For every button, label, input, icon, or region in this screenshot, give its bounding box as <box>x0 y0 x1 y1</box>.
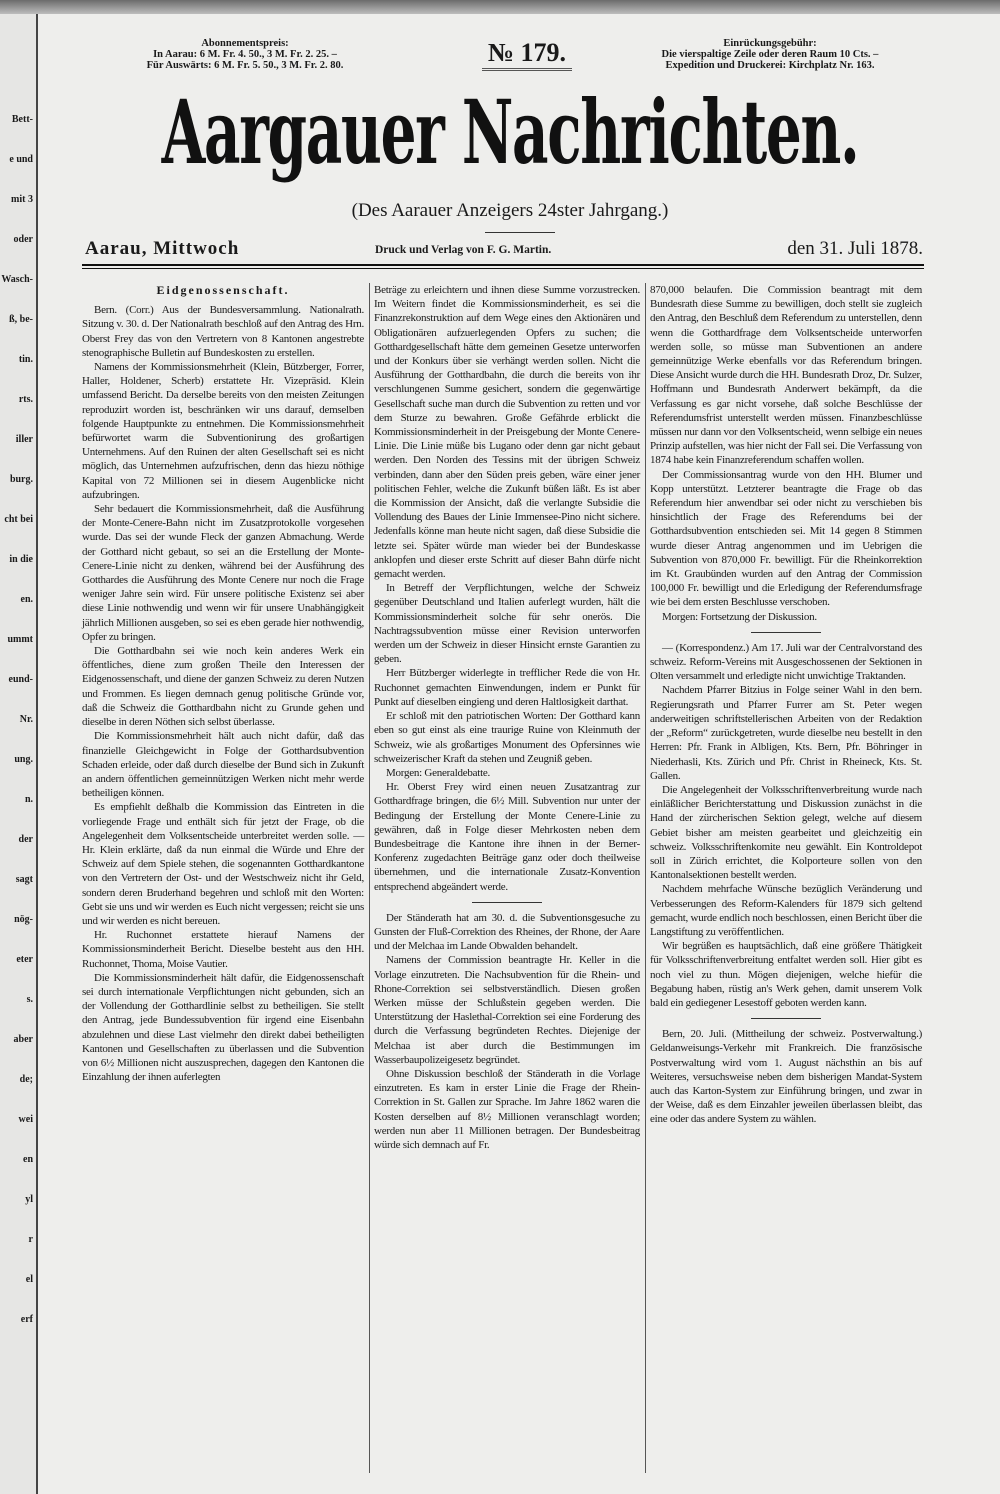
fragment-text: sagt <box>15 874 33 885</box>
fragment-text: oder <box>13 234 33 245</box>
fragment-text: eter <box>16 954 33 965</box>
divider <box>485 232 555 233</box>
column-divider <box>645 283 646 1473</box>
article-paragraph: Der Commissionsantrag wurde von den HH. Blumer und Kopp unterstützt. Letzterer beantragte die Frage ob das Referendum hier anwendbar sei oder nicht zu verschieben bis hinsichtlich der Frage des Referendums bei der Gotthardsubvention entschieden sei. Mit 14 gegen 8 Stimmen wurde dieser Antrag angenommen und im Uebrigen die Subvention von 870,000 Fr. bewilligt. Für die Rheinkorrektion im Kt. Graubünden wurden auf den Antrag der Commission 100,000 Fr. bewilligt und die Erledigung der Referendumsfrage wie bei dem ersten Beschlusse verschoben. <box>650 468 922 609</box>
article-paragraph: Nachdem mehrfache Wünsche bezüglich Veränderung und Verbesserungen des Reform-Kalenders für 1879 sich geltend gemacht, wurde endlich noch beschlossen, einen Bericht über die Langstiftung zu veröffentlichen. <box>650 883 922 938</box>
scan-edge <box>0 0 1000 14</box>
article-paragraph: Beträge zu erleichtern und ihnen diese Summe vorzustrecken. Im Weitern findet die Kommissionsminderheit, es sei die Finanzrekonstruktion auf dem Wege eines den Aktionären und Obligationären aufzuerlegenden Opfers zu suchen; die Gotthardgesellschaft hätte dem gemeinen Gesetze unterworfen und der Konkurs über sie verhängt werden sollen. Nicht die Ausführung der Gotthardbahn, die durch die bereits von ihr verschlungenen Summe gesichert, sondern die gegenwärtige Gesellschaft suche man durch die Subvention zu retten und vor dem Sturze zu bewahren. Große Gefährde erblickt die Kommissionsminderheit in der Preisgebung der Monte Cenere-Linie. Die Linie müße bis Lugano oder denn gar nicht gebaut werden. Den Norden des Tessins mit der übrigen Schweiz verbinden, dann aber den Süden preis geben, wäre einer jener politischen Fehler, welche die Zukunft büßen läßt. Es ist aber die Kommission der Ansicht, daß die verlangte Subsidie die Vollendung des Baues der Linie Immensee-Pino nicht sichere. Jedenfalls könne man heute nicht sagen, daß diese Subsidie die letzte sei. Später würde man wieder bei der Bundeskasse anklopfen und dieser erste Schritt auf dieser Bahn dürfe nicht gemacht werden. <box>374 284 640 581</box>
section-divider <box>751 632 821 633</box>
fee-line: Expedition und Druckerei: Kirchplatz Nr. 163. <box>665 60 875 71</box>
subtitle: (Des Aarauer Anzeigers 24ster Jahrgang.) <box>351 200 669 221</box>
subscription-line: In Aarau: 6 M. Fr. 4. 50., 3 M. Fr. 2. 25. – <box>153 49 337 60</box>
article-paragraph: Namens der Kommissionsmehrheit (Klein, Bützberger, Forrer, Haller, Holdener, Scherb) erstattete Hr. Vizepräsid. Klein umfassend Bericht. Da derselbe bereits von den meisten Zeitungen reproduzirt worden ist, beschränken wir uns darauf, demselben folgende Hauptpunkte zu entnehmen. Die Kommissionsmehrheit befürwortet warm die Subventionirung des großartigen Unternehmens. Auf den Ruinen der alten Gesellschaft sei es nicht möglich, das Unternehmen aufzufrischen, denn das hiezu nöthige Kapital von 72 Millionen sei in diesem Augenblicke nicht aufzubringen. <box>82 361 364 501</box>
article-paragraph: 870,000 belaufen. Die Commission beantragt mit dem Bundesrath diese Summe zu bewilligen, doch stellt sie zugleich den Antrag, den Beschluß dem Referendum zu unterstellen, denn wenn die Gotthardfrage dem Volksentscheide unterworfen werden solle, so müsse man Subventionen an andere gemeinnützige Werke ebenfalls vor das Referendum bringen. Diese Ansicht wurde durch die HH. Bundesrath Droz, Dr. Sulzer, Hoffmann und Bundesrath Anderwert bekämpft, da die Verfassung es gar nicht vorsehe, daß solche Beschlüsse der Referendumsfrist unterstellt werden müssen. Finanzbeschlüsse müssen nur dann vor den Volksentscheid, wenn selbige ein neues Prinzip aufstellen, was hier nicht der Fall sei. Die Verfassung von 1874 habe kein Finanzreferendum schaffen wollen. <box>650 284 922 467</box>
fragment-text: Bett- <box>11 114 33 125</box>
fragment-text: tin. <box>18 354 33 365</box>
publisher: Druck und Verlag von F. G. Martin. <box>375 244 552 256</box>
newspaper-title <box>100 80 920 190</box>
title-text: Aargauer Nachrichten. <box>161 80 859 184</box>
article-paragraph: Morgen: Generaldebatte. <box>386 766 491 779</box>
article-paragraph: Hr. Oberst Frey wird einen neuen Zusatzantrag zur Gotthardfrage bringen, die 6½ Mill. Subvention nur unter der Bedingung der Erstellung der Monte Cenere-Linie zu gewähren, daß in Folge dieser Mehrkosten neben dem Bundesbeitrage die Kantone ihre ihnen in der Berner-Konferenz zugedachten Beiträge ganz oder doch theilweise übernehmen, und die internationale Zusatz-Konvention entsprechend abgeändert werde. <box>374 781 640 893</box>
article-paragraph: Sehr bedauert die Kommissionsmehrheit, daß die Ausführung der Monte-Cenere-Bahn nicht im Zusatzprotokolle vorgesehen wurde. Das sei der wunde Fleck der ganzen Abmachung. Werde der Gotthard nicht gebaut, so sei an die Erstellung der Monte-Cenere-Linie nicht zu denken, während bei der Ausführung des Gotthardes die Ausführung des Monte Cenere nur noch die Frage weniger Jahre sein wird. Für unsere politische Existenz sei aber diese Linie nothwendig und wenn wir für unsere Unabhängigkeit jährlich Millionen ausgeben, so sei es eben gerade hier nothwendig, Opfer zu bringen. <box>82 503 364 643</box>
fragment-text: erf <box>20 1314 33 1325</box>
article-paragraph: Morgen: Fortsetzung der Diskussion. <box>662 610 817 623</box>
article-column-2 <box>374 283 640 1152</box>
article-paragraph: Bern, 20. Juli. (Mittheilung der schweiz. Postverwaltung.) Geldanweisungs-Verkehr mit Frankreich. Die französische Postverwaltung wird vom 1. August nächsthin an bis auf Weiteres, versuchsweise neben dem bisherigen Mandat-System auch das Karton-System zur Einführung bringen, und zwar in der Weise, daß es dem Einzahler jeweilen überlassen bleibt, das eine oder das andere System zu wählen. <box>650 1028 922 1126</box>
article-column-1 <box>82 283 364 1084</box>
subscription-price <box>85 38 405 71</box>
fragment-text: yl <box>25 1194 33 1205</box>
article-paragraph: Er schloß mit den patriotischen Worten: Der Gotthard kann eben so gut einst als eine traurige Ruine von Kleinmuth der Schweiz, wie als großartiges Monument des Opfersinnes wie schweizerischer Kraft da stehen und Zeugniß geben. <box>374 710 640 765</box>
issue-number: № 179. <box>482 38 572 71</box>
dateline <box>85 238 925 262</box>
fragment-text: n. <box>24 794 33 805</box>
fee-heading: Einrückungsgebühr: <box>723 38 817 49</box>
article-paragraph: Herr Bützberger widerlegte in trefflicher Rede die von Hr. Ruchonnet gemachten Einwendungen, indem er Punkt für Punkt auf dieselben eingieng und deren Haltlosigkeit darthat. <box>374 667 640 708</box>
fragment-text: der <box>18 834 33 845</box>
fragment-text: burg. <box>9 474 33 485</box>
article-paragraph: In Betreff der Verpflichtungen, welche der Schweiz gegenüber Deutschland und Italien auferlegt wurden, hält die Kommissionsminderheit solche für sehr onerös. Die Nachtragssubvention müsse einer Revision unterworfen werden um der Schweiz in dieser Hinsicht ernste Garantien zu geben. <box>374 582 640 666</box>
fragment-text: ung. <box>14 754 33 765</box>
fragment-text: Wasch- <box>1 274 33 285</box>
article-paragraph: Nachdem Pfarrer Bitzius in Folge seiner Wahl in den bern. Regierungsrath und Pfarrer Furrer am St. Peter wegen anderweitigen schriftstellerischen Arbeiten von der Redaktion der „Reform“ zurückgetreten, wurde dieselbe neu bestellt in den Herren: Pfr. Frank in Albligen, Kts. Bern, Pfr. Böhringer in Niederhasli, Kts. Zürich und Pfr. Christ in Rheineck, Kts. St. Gallen. <box>650 684 922 782</box>
article-paragraph: Die Angelegenheit der Volksschriftenverbreitung wurde nach einläßlicher Berichterstattung und Diskussion zunächst in die Hand der zürcherischen Sektion gelegt, welche auf diesem Gebiet bisher am meisten gearbeitet und gleichzeitig ein schweiz. Volksschriftenkomite neu gewählt. Ein Kontroldepot soll in Zürich errichtet, die Kolporteure sollen von den Kantonalsektionen bestellt werden. <box>650 783 922 882</box>
article-paragraph: Hr. Ruchonnet erstattete hierauf Namens der Kommissionsminderheit Bericht. Dieselbe besteht aus den HH. Ruchonnet, Thoma, Moise Vautier. <box>82 929 364 970</box>
article-paragraph: Bern. (Corr.) Aus der Bundesversammlung. Nationalrath. Sitzung v. 30. d. Der Nationalrath beschloß auf den Antrag des Hrn. Oberst Frey das von den Vertretern von 8 Kantonen angestrebte stenographische Bulletin auf Bundeskosten zu erstellen. <box>82 304 364 359</box>
column-divider <box>369 283 370 1473</box>
fragment-text: en. <box>20 594 33 605</box>
fee-line: Die vierspaltige Zeile oder deren Raum 10 Cts. – <box>661 49 879 60</box>
fragment-text: in die <box>9 554 33 565</box>
article-column-3 <box>650 283 922 1127</box>
masthead-rule <box>82 264 924 269</box>
fragment-text: mit 3 <box>11 194 33 205</box>
article-paragraph: Der Ständerath hat am 30. d. die Subventionsgesuche zu Gunsten der Fluß-Correktion des Rheines, der Rhone, der Aare und der Melchaa im Lande Obwalden behandelt. <box>374 911 640 953</box>
article-paragraph: Die Gotthardbahn sei wie noch kein anderes Werk ein öffentliches, diene zum großen Theile den Interessen der Eidgenossenschaft, und diene der ganzen Schweiz zu deren Nutzen und Frommen. Es liegen demnach genug politische Gründe vor, daß die Schweiz die Gotthardbahn nicht zu Grunde gehen und dieselbe in deren Nöthen sich selbst überlasse. <box>82 645 364 729</box>
fragment-text: iller <box>15 434 33 445</box>
article-paragraph: Namens der Commission beantragte Hr. Keller in die Vorlage einzutreten. Die Nachsubvention für die Rhein- und Rhone-Correktion sei selbstverständlich. Diesen großen Werken müsse der Schlußstein gegeben werden. Die Unterstützung der Haslethal-Correktion sei eine Forderung des durch die Verfassung begründeten Rechtes. Diejenige der Melchaa ist aber durch die Bestimmungen im Wasserbaupolizeigesetz begründet. <box>374 954 640 1066</box>
article-paragraph: — (Korrespondenz.) Am 17. Juli war der Centralvorstand des schweiz. Reform-Vereins mit Ausgeschossenen der Sektionen in Olten versammelt und erledigte nicht unwichtige Traktanden. <box>650 641 922 683</box>
fragment-text: aber <box>13 1034 33 1045</box>
fragment-text: en <box>23 1154 33 1165</box>
issue-date: den 31. Juli 1878. <box>787 238 923 259</box>
fragment-text: ummt <box>7 634 33 645</box>
insertion-fee <box>620 38 920 71</box>
article-paragraph: Die Kommissionsmehrheit hält auch nicht dafür, daß das finanzielle Gleichgewicht in Folge der Gotthardsubvention Schaden erleide, oder daß durch dieselbe der Bund sich in Zukunft an andern öffentlichen gemeinnützigen Werken nicht mehr werde betheiligen können. <box>82 730 364 800</box>
fragment-text: el <box>25 1274 33 1285</box>
fragment-text: de; <box>19 1074 33 1085</box>
fragment-text: s. <box>26 994 33 1005</box>
fragment-text: wei <box>18 1114 33 1125</box>
fragment-text: rts. <box>18 394 33 405</box>
adjacent-page-fragment <box>0 14 38 1494</box>
place-day: Aarau, Mittwoch <box>85 238 240 259</box>
article-paragraph: Die Kommissionsminderheit hält dafür, die Eidgenossenschaft sei durch internationale Verpflichtungen nicht gebunden, sich an der Vollendung der Gotthardlinie selbst zu betheiligen. Sie stellt den Antrag, jede Bundessubvention für irgend eine Eisenbahn abzulehnen und diese Last vielmehr den direkt dabei betheiligten Kantonen und Gesellschaften zu überlassen und die Subvention von 6½ Millionen nicht auszusprechen, dagegen den Kantonen die Einzahlung der ihnen auferlegten <box>82 971 364 1084</box>
fragment-text: r <box>28 1234 33 1245</box>
article-paragraph: Es empfiehlt deßhalb die Kommission das Eintreten in die vorliegende Frage und enthält sich für jetzt der Frage, ob die Angelegenheit dem Volksentscheide unterbreitet werden solle. — Hr. Klein erklärte, daß da nun einmal die Würde und Ehre der Schweiz auf dem Spiele stehen, die sogenannten Gotthardkantone von den Vertretern der Ost- und der Westschweiz nicht ihr Geld, sondern deren Bruderhand begehren und schloß mit den Worten: Gebt sie uns und wir werden es Euch nicht vergessen; reicht sie uns und wir werden es nicht bereuen. <box>82 801 364 927</box>
fragment-text: e und <box>9 154 33 165</box>
subscription-line: Für Auswärts: 6 M. Fr. 5. 50., 3 M. Fr. 2. 80. <box>146 60 344 71</box>
section-divider <box>472 902 542 903</box>
article-paragraph: Wir begrüßen es hauptsächlich, daß eine größere Thätigkeit für Volksschriftenverbreitung entfaltet werden soll. Hier gibt es noch viel zu thun. Mögen diejenigen, welche hiefür die Begabung haben, rüstig an's Werk gehen, damit unserem Volk bald ein gediegener Lesestoff geboten werden kann. <box>650 940 922 1009</box>
section-heading: Eidgenossenschaft. <box>156 283 290 297</box>
fragment-text: ß, be- <box>9 314 33 325</box>
section-divider <box>751 1018 821 1019</box>
subscription-heading: Abonnementspreis: <box>201 38 289 49</box>
fragment-text: nög- <box>14 914 33 925</box>
fragment-text: cht bei <box>4 514 33 525</box>
fragment-text: Nr. <box>19 714 33 725</box>
fragment-text: eund- <box>8 674 33 685</box>
article-paragraph: Ohne Diskussion beschloß der Ständerath in die Vorlage einzutreten. Es kam in erster Linie die Frage der Rhein-Correktion in St. Gallen zur Sprache. Im Jahre 1862 waren die Kosten derselben auf 8½ Millionen veranschlagt worden; werden nun aber 11 Millionen betragen. Der Bundesbeitrag würde sich demnach auf Fr. <box>374 1067 640 1151</box>
